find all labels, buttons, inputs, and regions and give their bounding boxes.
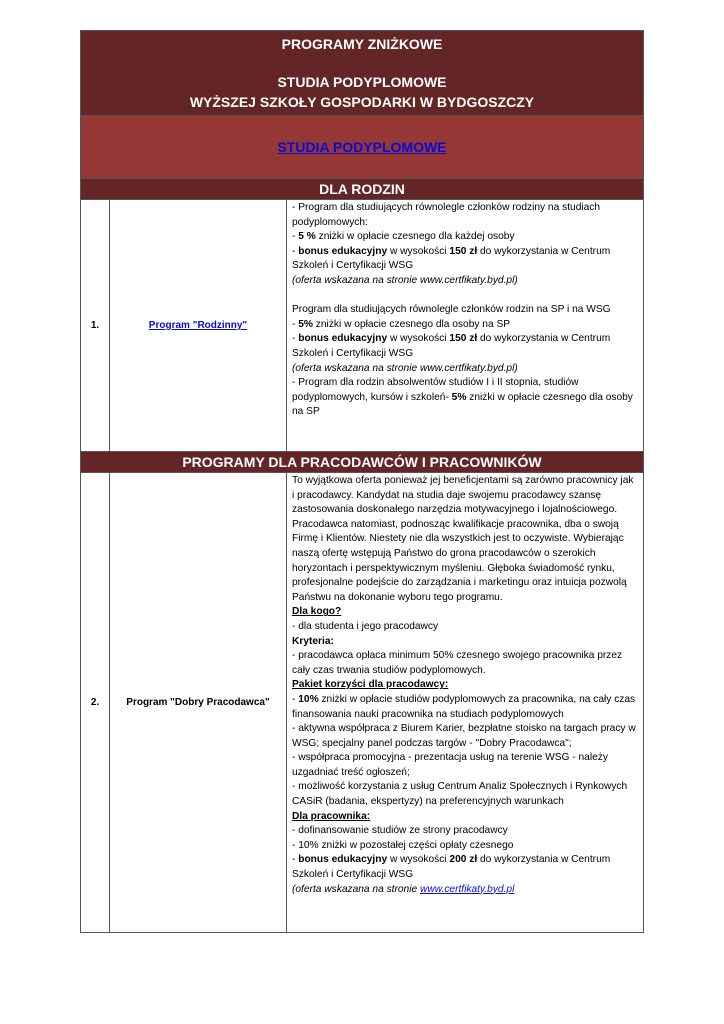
- desc-line: - współpraca promocyjna - prezentacja usług na terenie WSG - należy uzgadniać treść ogłoszeń;: [292, 752, 608, 778]
- discount-programs-table: [80, 30, 644, 933]
- table-row: [81, 200, 643, 452]
- desc-intro: To wyjątkowa oferta ponieważ jej beneficjentami są zarówno pracownicy jak i pracodawcy. Kandydat na studia daje swojemu pracodawcy szansę zastosowania doskonałego narzędzia motywacyjnego i lojalnościowego. Pracodawca natomiast, podnosząc kwalifikacje pracownika, dba o swoją Firmę i Klientów. Niestety nie dla wszystkich jest to oczywiste. Wybierając naszą ofertę wstępują Państwo do grona pracodawców o szerokich horyzontach i perspektywicznym myśleniu. Głęboka świadomość rynku, profesjonalne podejście do zarządzania i marketingu oraz intuicja pozwolą Państwu na dokonanie wyboru tego programu.: [292, 475, 634, 603]
- desc-line: - Program dla studiujących równolegle członków rodziny na studiach podyplomowych:: [292, 202, 601, 228]
- desc-note: (oferta wskazana na stronie www.certfikaty.byd.pl: [292, 883, 515, 895]
- desc-note: (oferta wskazana na stronie www.certfikaty.byd.pl): [292, 362, 518, 374]
- desc-line: - 5% zniżki w opłacie czesnego dla osoby na SP: [292, 318, 511, 330]
- desc-line: Program dla studiujących równolegle członków rodzin na SP i na WSG: [292, 304, 611, 316]
- desc-heading: Kryteria:: [292, 635, 334, 647]
- desc-heading: Dla pracownika:: [292, 810, 371, 822]
- row-number: 1.: [81, 200, 110, 451]
- section-title-employers: PROGRAMY DLA PRACODAWCÓW I PRACOWNIKÓW: [81, 452, 643, 473]
- title-line-2: STUDIA PODYPLOMOWE: [277, 74, 447, 90]
- desc-line: - bonus edukacyjny w wysokości 150 zł do wykorzystania w Centrum Szkoleń i Certyfikacji WSG: [292, 333, 611, 359]
- desc-heading: Dla kogo?: [292, 606, 342, 618]
- desc-note: (oferta wskazana na stronie www.certfikaty.byd.pl): [292, 274, 518, 286]
- title-line-3: WYŻSZEJ SZKOŁY GOSPODARKI W BYDGOSZCZY: [189, 94, 535, 110]
- desc-line: - 10% zniżki w opłacie studiów podyplomowych za pracownika, na cały czas finansowania nauki pracownika na studiach podyplomowych: [292, 693, 636, 720]
- section-title-families: DLA RODZIN: [81, 179, 643, 200]
- desc-line: - 5 % zniżki w opłacie czesnego dla każdej osoby: [292, 231, 515, 243]
- table-row: [81, 473, 643, 932]
- postgraduate-studies-link[interactable]: STUDIA PODYPLOMOWE: [277, 139, 447, 155]
- program-family-link[interactable]: Program "Rodzinny": [148, 320, 248, 331]
- postgraduate-link-row: [81, 116, 643, 179]
- desc-line: - aktywna współpraca z Biurem Karier, bezpłatne stoisko na targach pracy w WSG; specjalny panel podczas targów - "Dobry Pracodawca";: [292, 723, 636, 749]
- row-number: 2.: [81, 473, 110, 932]
- program-name-cell: [110, 473, 287, 932]
- desc-line: - bonus edukacyjny w wysokości 150 zł do wykorzystania w Centrum Szkoleń i Certyfikacji WSG: [292, 245, 611, 272]
- title-block: [81, 31, 643, 116]
- desc-line: - Program dla rodzin absolwentów studiów I i II stopnia, studiów podyplomowych, kursów i szkoleń- 5% zniżki w opłacie czesnego dla osoby na SP: [292, 377, 633, 418]
- desc-line: - 10% zniżki w pozostałej części opłaty czesnego: [292, 839, 514, 851]
- desc-line: - możliwość korzystania z usług Centrum Analiz Społecznych i Rynkowych CASiR (badania, ekspertyzy) na preferencyjnych warunkach: [292, 781, 628, 808]
- desc-line: - dofinansowanie studiów ze strony pracodawcy: [292, 825, 508, 837]
- desc-heading: Pakiet korzyści dla pracodawcy:: [292, 679, 449, 691]
- desc-line: - dla studenta i jego pracodawcy: [292, 620, 439, 632]
- certificates-site-link[interactable]: www.certfikaty.byd.pl: [419, 883, 515, 895]
- program-description: [287, 200, 643, 451]
- desc-line: - pracodawca opłaca minimum 50% czesnego swojego pracownika przez cały czas trwania studiów podyplomowych.: [292, 650, 623, 676]
- program-name-cell: [110, 200, 287, 451]
- title-line-1: PROGRAMY ZNIŻKOWE: [281, 36, 443, 52]
- desc-line: - bonus edukacyjny w wysokości 200 zł do wykorzystania w Centrum Szkoleń i Certyfikacji WSG: [292, 854, 611, 881]
- program-description: [287, 473, 643, 932]
- program-good-employer-name: Program "Dobry Pracodawca": [126, 697, 270, 708]
